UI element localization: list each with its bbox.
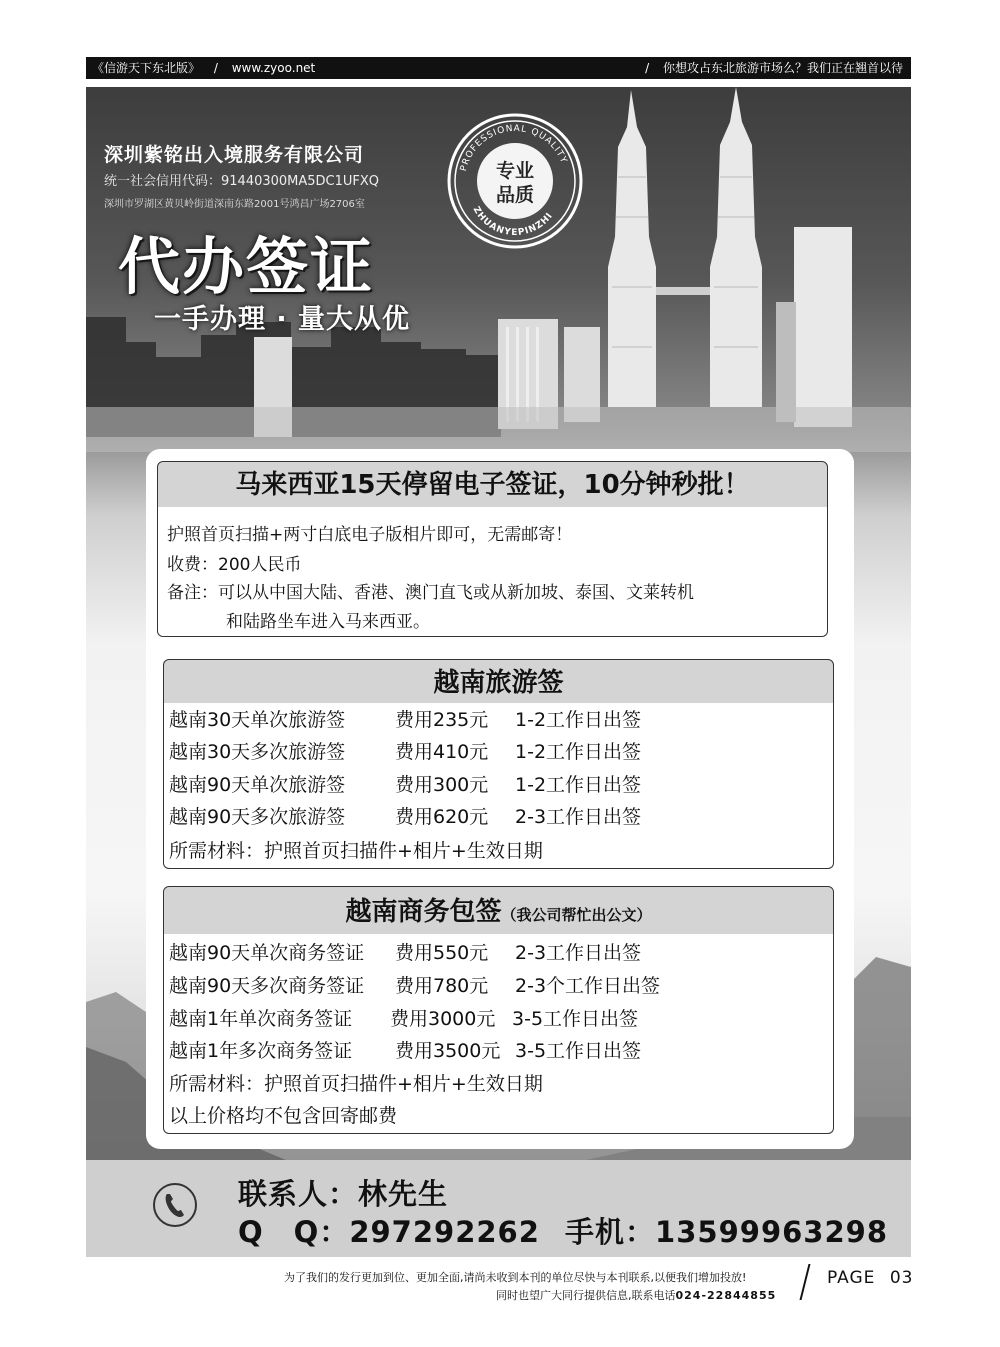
footer-contact-prefix: 同时也望广大同行提供信息,联系电话 [496,1289,676,1302]
vietnam-business-note: 以上价格均不包含回寄邮费 [169,1105,398,1127]
qq-number[interactable]: 297292262 [349,1215,540,1249]
quality-seal-icon [445,111,585,251]
header-separator-right: / [645,61,650,75]
tagline: 一手办理 · 量大从优 [154,304,411,335]
footer-phone[interactable]: 024-22844855 [675,1289,777,1302]
malaysia-line-2: 收费：200人民币 [167,555,302,575]
company-address: 深圳市罗湖区黄贝岭街道深南东路2001号鸿昌广场2706室 [104,199,365,210]
credit-code: 统一社会信用代码：91440300MA5DC1UFXQ [104,174,380,189]
vietnam-tourist-materials: 所需材料：护照首页扫描件+相片+生效日期 [169,840,543,862]
contact-person: 联系人：林先生 [238,1177,449,1211]
footer-note-2 [496,1287,776,1303]
header-left [92,57,315,79]
contact-numbers [238,1210,888,1251]
vietnam-tourist-title: 越南旅游签 [163,659,834,705]
contact-bar [86,1160,911,1257]
phone-icon [152,1182,198,1228]
page-number [827,1268,913,1288]
header-slogan: 你想攻占东北旅游市场么？我们正在翘首以待 [662,61,903,75]
mobile-label: 手机： [565,1215,656,1249]
malaysia-line-1: 护照首页扫描+两寸白底电子版相片即可，无需邮寄！ [167,525,573,545]
footer-note-1: 为了我们的发行更加到位、更加全面,请尚未收到本刊的单位尽快与本刊联系,以便我们增加投放! [284,1271,747,1284]
malaysia-visa-title: 马来西亚15天停留电子签证，10分钟秒批！ [157,461,828,509]
malaysia-line-4: 和陆路坐车进入马来西亚。 [226,612,430,632]
main-slogan: 代办签证 [118,230,375,303]
header-separator: / [213,61,218,75]
magazine-name: 《信游天下东北版》 [92,61,201,75]
mobile-number[interactable]: 13599963298 [655,1215,889,1249]
seal-ring-text: PROFESSIONAL QUALITY [458,123,569,173]
qq-label: Q Q： [238,1215,350,1249]
vietnam-tourist-body: 越南30天单次旅游签 费用235元 1-2工作日出签 越南30天多次旅游签 费用410元 1-2工作日出签 越南90天单次旅游签 费用300元 1-2工作日出签 越南90天多次旅游签 费用620元 2-3工作日出签 所需材料：护照首页扫描件+相片+生效日期 [163,703,834,869]
vietnam-business-subtitle: （我公司帮忙出公文） [501,906,652,924]
vietnam-business-title-text: 越南商务包签 [345,897,502,927]
company-name: 深圳紫铭出入境服务有限公司 [104,144,365,166]
seal-ring-text-bottom: ZHUANYEPINZHI [470,205,556,239]
vietnam-business-title [163,886,834,936]
footer-divider [800,1264,811,1300]
malaysia-line-3: 备注：可以从中国大陆、香港、澳门直飞或从新加坡、泰国、文莱转机 [167,583,694,603]
vietnam-business-body: 越南90天单次商务签证 费用550元 2-3工作日出签 越南90天多次商务签证 费用780元 2-3个工作日出签 越南1年单次商务签证 费用3000元 3-5工作日出签 越南1年多次商务签证 费用3500元 3-5工作日出签 所需材料：护照首页扫描件+相片+生效日期 以上价格均不包含回寄邮费 [163,934,834,1134]
vietnam-business-materials: 所需材料：护照首页扫描件+相片+生效日期 [169,1073,543,1095]
page-number-value: 03 [889,1268,914,1288]
page-label: PAGE [827,1268,876,1288]
seal-line1: 专业 [495,160,535,182]
seal-line2: 品质 [495,184,535,206]
malaysia-visa-body [157,507,828,637]
website-link[interactable]: www.zyoo.net [231,61,316,75]
header-bar [86,57,911,79]
header-right [635,57,903,79]
